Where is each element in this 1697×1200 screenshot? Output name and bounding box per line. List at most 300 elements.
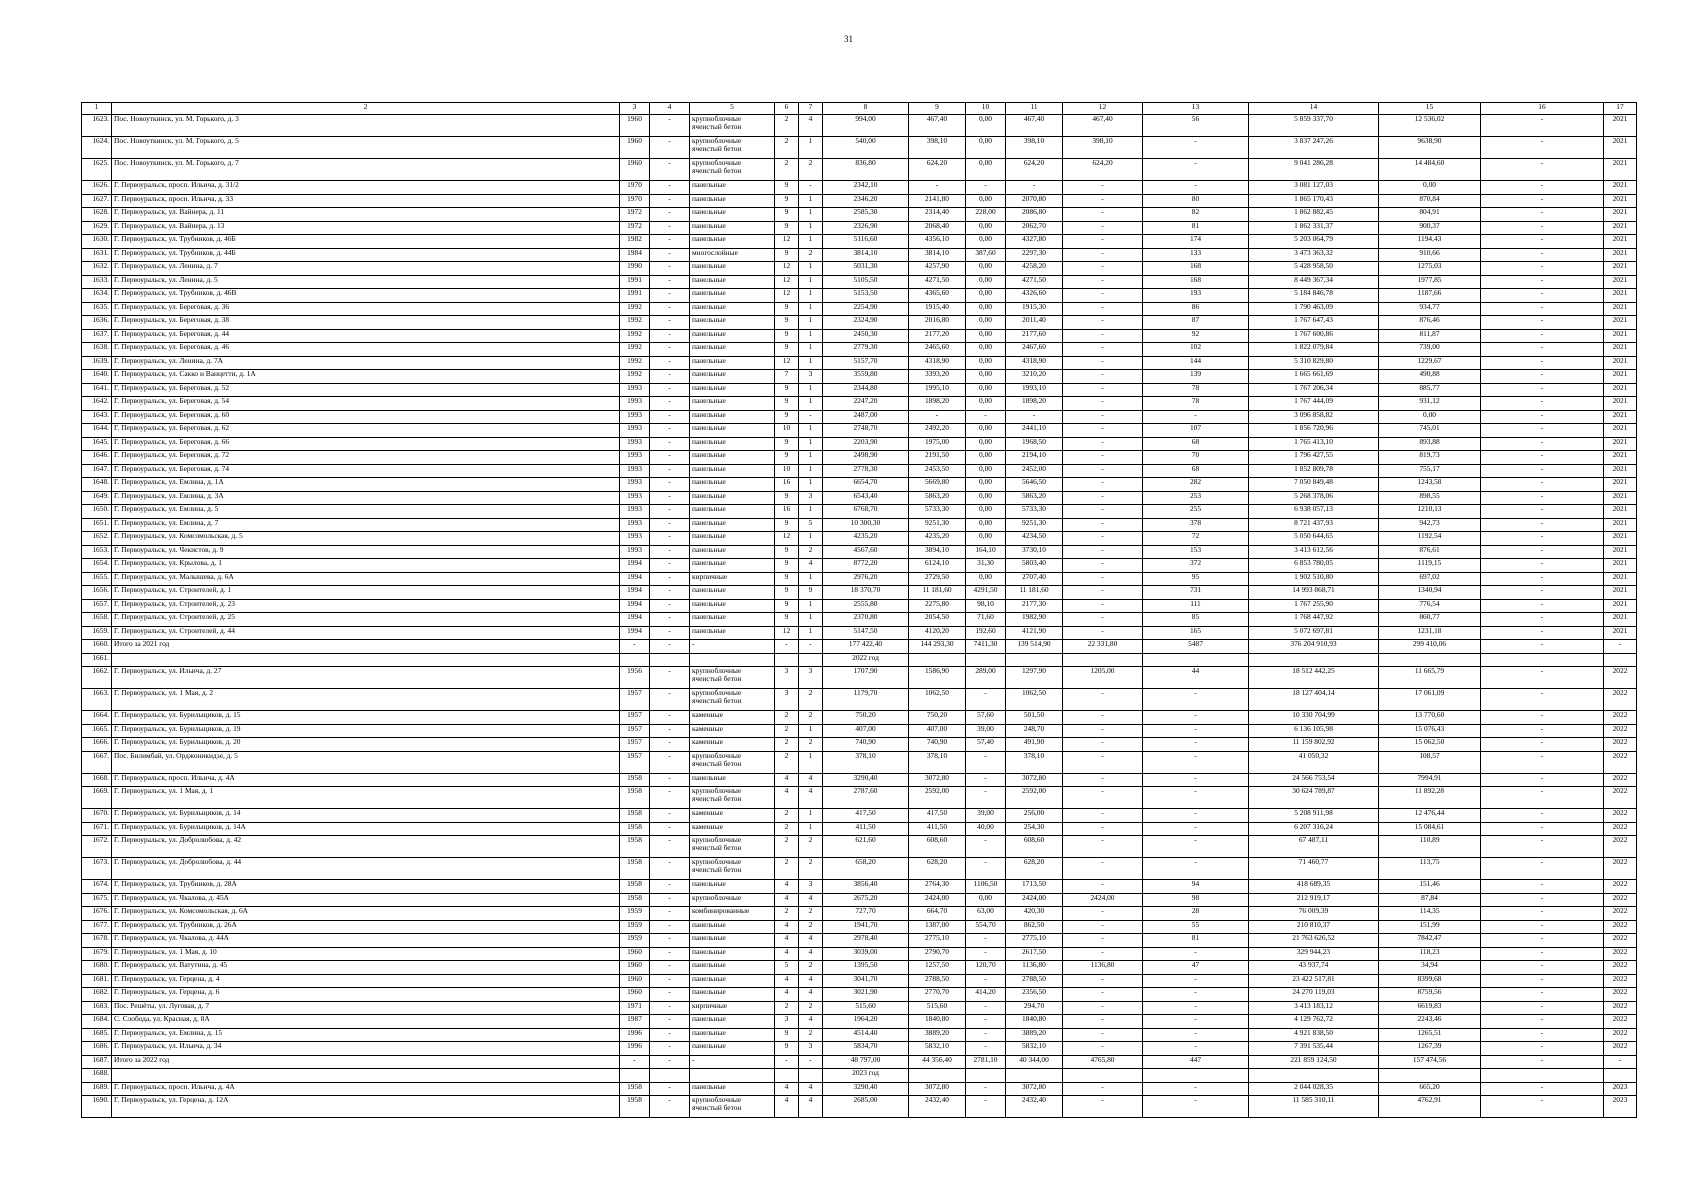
table-cell: 1662. [82, 667, 112, 689]
table-cell: 5153,50 [823, 289, 909, 303]
table-cell: 4 [775, 1082, 799, 1096]
table-row [82, 343, 1637, 357]
table-cell: 2779,30 [823, 343, 909, 357]
table-cell: 1960 [620, 988, 650, 1002]
table-cell: панельные [690, 1042, 775, 1056]
table-row [82, 1096, 1637, 1118]
table-cell: 2022 [1604, 1001, 1637, 1015]
table-cell: 1678. [82, 934, 112, 948]
table-cell: 1 902 510,80 [1249, 572, 1379, 586]
table-cell: Г. Первоуральск, ул. Береговая, д. 62 [112, 424, 620, 438]
table-cell: 6654,70 [823, 478, 909, 492]
table-cell: 1652. [82, 532, 112, 546]
table-cell: 72 [1143, 532, 1249, 546]
table-cell: панельные [690, 181, 775, 195]
table-cell: 1 [799, 626, 823, 640]
table-cell: 3 [775, 689, 799, 711]
table-cell: 2 [775, 115, 799, 137]
table-cell: 1 [799, 356, 823, 370]
table-cell: 2022 [1604, 961, 1637, 975]
table-row [82, 1082, 1637, 1096]
table-cell: 4365,60 [909, 289, 966, 303]
table-cell: - [1481, 464, 1604, 478]
table-cell: 2021 [1604, 208, 1637, 222]
table-row [82, 235, 1637, 249]
table-cell: 9 [799, 586, 823, 600]
table-cell: 1630. [82, 235, 112, 249]
table-cell: - [1481, 1015, 1604, 1029]
table-cell: 1994 [620, 626, 650, 640]
table-cell: 9638,90 [1379, 137, 1481, 159]
table-cell: 2021 [1604, 275, 1637, 289]
table-cell: 0,00 [966, 194, 1006, 208]
table-cell: 0,00 [966, 437, 1006, 451]
table-cell: 1654. [82, 559, 112, 573]
table-cell: 110,89 [1379, 836, 1481, 858]
table-cell: 2555,80 [823, 599, 909, 613]
table-cell: - [1481, 640, 1604, 654]
table-cell: 1707,90 [823, 667, 909, 689]
table-cell: 3 473 363,32 [1249, 248, 1379, 262]
table-cell: 7411,30 [966, 640, 1006, 654]
table-cell [1379, 1069, 1481, 1083]
table-cell: - [1481, 505, 1604, 519]
table-cell: 21 763 626,52 [1249, 934, 1379, 948]
table-cell: Пос. Новоуткинск, ул. М. Горького, д. 3 [112, 115, 620, 137]
table-cell: 1 767 444,09 [1249, 397, 1379, 411]
table-cell: 1648. [82, 478, 112, 492]
table-cell: Г. Первоуральск, ул. Строителей, д. 1 [112, 586, 620, 600]
table-row [82, 988, 1637, 1002]
table-cell: 9 [775, 1042, 799, 1056]
table-cell: 2424,00 [1006, 893, 1063, 907]
table-row [82, 115, 1637, 137]
table-cell: 4 [775, 988, 799, 1002]
table-cell: 870,84 [1379, 194, 1481, 208]
table-cell: 120,70 [966, 961, 1006, 975]
table-cell: 1971 [620, 1001, 650, 1015]
table-row [82, 822, 1637, 836]
table-cell: панельные [690, 208, 775, 222]
table-cell: - [966, 974, 1006, 988]
table-cell: 664,70 [909, 907, 966, 921]
table-cell: панельные [690, 478, 775, 492]
table-cell: - [909, 410, 966, 424]
table-cell: 6 207 316,24 [1249, 822, 1379, 836]
table-cell: - [650, 1096, 690, 1118]
table-cell: 3856,40 [823, 880, 909, 894]
table-cell: 1677. [82, 920, 112, 934]
table-cell: 34,94 [1379, 961, 1481, 975]
table-cell: 776,54 [1379, 599, 1481, 613]
table-cell: 165 [1143, 626, 1249, 640]
table-cell: 1664. [82, 711, 112, 725]
table-cell: Г. Первоуральск, ул. Вайнера, д. 11 [112, 208, 620, 222]
table-cell: 1683. [82, 1001, 112, 1015]
table-row [82, 451, 1637, 465]
table-cell: 1 767 255,90 [1249, 599, 1379, 613]
table-row [82, 518, 1637, 532]
table-cell: панельные [690, 613, 775, 627]
table-cell: 2 [799, 920, 823, 934]
table-cell: 81 [1143, 934, 1249, 948]
table-cell: - [650, 974, 690, 988]
table-cell: - [1143, 858, 1249, 880]
table-cell: Пос. Новоуткинск, ул. М. Горького, д. 5 [112, 137, 620, 159]
column-number-7: 7 [799, 103, 823, 115]
table-cell: 624,20 [1063, 159, 1143, 181]
table-cell: 1641. [82, 383, 112, 397]
table-cell: 4 [799, 115, 823, 137]
column-number-10: 10 [966, 103, 1006, 115]
table-cell: - [1063, 518, 1143, 532]
table-cell: 9 041 286,28 [1249, 159, 1379, 181]
table-cell [1604, 653, 1637, 667]
table-cell: 4 [799, 1015, 823, 1029]
table-cell: - [966, 1096, 1006, 1118]
table-cell: 3889,20 [1006, 1028, 1063, 1042]
table-cell: 2194,10 [1006, 451, 1063, 465]
table-cell: Г. Первоуральск, ул. Строителей, д. 23 [112, 599, 620, 613]
table-cell: 2021 [1604, 159, 1637, 181]
table-cell: 811,87 [1379, 329, 1481, 343]
table-cell: 0,00 [966, 329, 1006, 343]
table-cell: 898,55 [1379, 491, 1481, 505]
table-cell: - [1481, 1028, 1604, 1042]
table-cell: 2021 [1604, 545, 1637, 559]
table-cell: 9251,30 [1006, 518, 1063, 532]
table-cell: - [650, 934, 690, 948]
table-cell: 157 474,56 [1379, 1055, 1481, 1069]
table-cell: - [650, 532, 690, 546]
table-cell: 1681. [82, 974, 112, 988]
table-cell: - [1481, 356, 1604, 370]
table-cell: 0,00 [966, 383, 1006, 397]
table-cell: 16 [775, 505, 799, 519]
table-cell: 139 514,90 [1006, 640, 1063, 654]
table-cell: 1650. [82, 505, 112, 519]
table-cell: - [1481, 711, 1604, 725]
table-cell: 4 [799, 559, 823, 573]
table-cell: 4 [799, 773, 823, 787]
table-row [82, 181, 1637, 195]
table-cell: 2054,50 [909, 613, 966, 627]
table-cell: 6 938 057,13 [1249, 505, 1379, 519]
table-cell [690, 1069, 775, 1083]
table-cell: 28 [1143, 907, 1249, 921]
table-cell: 1 665 661,69 [1249, 370, 1379, 384]
table-cell: 398,10 [909, 137, 966, 159]
table-cell: 2022 [1604, 1042, 1637, 1056]
table-cell: - [775, 640, 799, 654]
housing-register-table [81, 102, 1637, 1118]
table-cell: 4327,80 [1006, 235, 1063, 249]
table-cell: 2021 [1604, 262, 1637, 276]
table-cell: - [966, 181, 1006, 195]
table-row [82, 532, 1637, 546]
table-cell: - [799, 1055, 823, 1069]
table-cell: 41 050,32 [1249, 751, 1379, 773]
table-cell: 1991 [620, 275, 650, 289]
table-cell: 9 [775, 613, 799, 627]
table-cell: 118,23 [1379, 947, 1481, 961]
table-cell: панельные [690, 518, 775, 532]
table-cell: - [1604, 1055, 1637, 1069]
table-cell: 1993 [620, 451, 650, 465]
table-cell: 2432,40 [909, 1096, 966, 1118]
table-cell: 1996 [620, 1028, 650, 1042]
table-cell: 2424,00 [909, 893, 966, 907]
table-cell: - [1143, 1096, 1249, 1118]
table-cell: 2022 [1604, 988, 1637, 1002]
table-row [82, 599, 1637, 613]
table-cell: 9 [775, 329, 799, 343]
table-cell: 1958 [620, 787, 650, 809]
table-cell: - [1481, 1055, 1604, 1069]
table-cell: - [650, 586, 690, 600]
table-cell: - [1481, 858, 1604, 880]
table-row [82, 410, 1637, 424]
table-cell: 12 [775, 235, 799, 249]
table-cell: Г. Первоуральск, ул. Ильича, д. 34 [112, 1042, 620, 1056]
table-cell: 2022 [1604, 724, 1637, 738]
table-cell: 0,00 [966, 451, 1006, 465]
table-cell: - [1063, 194, 1143, 208]
table-cell: - [650, 316, 690, 330]
table-cell: - [650, 208, 690, 222]
table-cell: 467,40 [1006, 115, 1063, 137]
column-number-2: 2 [112, 103, 620, 115]
table-cell: 697,02 [1379, 572, 1481, 586]
table-cell: комбинированные [690, 907, 775, 921]
table-cell: 228,00 [966, 208, 1006, 222]
table-cell: 2344,80 [823, 383, 909, 397]
table-cell: - [650, 262, 690, 276]
table-cell: 0,00 [966, 478, 1006, 492]
table-cell: 114,35 [1379, 907, 1481, 921]
table-cell: 18 370,70 [823, 586, 909, 600]
table-cell: 1192,54 [1379, 532, 1481, 546]
table-cell: 2 [799, 248, 823, 262]
table-cell: 467,40 [909, 115, 966, 137]
table-cell: 3 [775, 667, 799, 689]
column-number-13: 13 [1143, 103, 1249, 115]
table-cell: 1645. [82, 437, 112, 451]
table-cell: 1686. [82, 1042, 112, 1056]
table-cell: 3559,80 [823, 370, 909, 384]
table-cell: 2016,80 [909, 316, 966, 330]
table-cell: 4235,20 [909, 532, 966, 546]
table-cell: 10 [775, 424, 799, 438]
table-cell: 819,73 [1379, 451, 1481, 465]
table-cell: - [1063, 437, 1143, 451]
table-cell: 5 072 697,81 [1249, 626, 1379, 640]
table-cell: 4234,50 [1006, 532, 1063, 546]
table-cell: 2 [775, 738, 799, 752]
table-cell: панельные [690, 974, 775, 988]
table-cell: 1 [799, 343, 823, 357]
table-row [82, 920, 1637, 934]
table-cell: - [1481, 934, 1604, 948]
table-cell: 1640. [82, 370, 112, 384]
table-cell: 4 [775, 974, 799, 988]
table-cell: 731 [1143, 586, 1249, 600]
table-cell: 4 [775, 920, 799, 934]
table-cell: 57,40 [966, 738, 1006, 752]
table-cell: 2021 [1604, 302, 1637, 316]
table-cell: 2022 [1604, 947, 1637, 961]
table-cell: 86 [1143, 302, 1249, 316]
table-cell: 2441,10 [1006, 424, 1063, 438]
table-cell: - [650, 221, 690, 235]
table-cell: - [1481, 961, 1604, 975]
table-cell: 2021 [1604, 343, 1637, 357]
table-cell: - [966, 836, 1006, 858]
table-cell: 8 721 437,93 [1249, 518, 1379, 532]
table-cell: 1668. [82, 773, 112, 787]
table-cell: - [1481, 275, 1604, 289]
table-cell: - [1481, 181, 1604, 195]
table-cell: 418 689,35 [1249, 880, 1379, 894]
table-cell: 2021 [1604, 491, 1637, 505]
table-cell: 2141,80 [909, 194, 966, 208]
table-cell: 1993 [620, 505, 650, 519]
table-cell: 2021 [1604, 424, 1637, 438]
table-cell: - [650, 343, 690, 357]
table-row [82, 248, 1637, 262]
table-cell: - [1063, 809, 1143, 823]
table-cell: - [650, 858, 690, 880]
table-cell: 1970 [620, 194, 650, 208]
table-cell: 0,00 [966, 289, 1006, 303]
table-cell: 5 859 337,70 [1249, 115, 1379, 137]
table-cell: 5669,80 [909, 478, 966, 492]
table-cell: 2021 [1604, 115, 1637, 137]
table-cell: 2 044 028,35 [1249, 1082, 1379, 1096]
table-cell [1604, 1069, 1637, 1083]
table-cell: 2770,70 [909, 988, 966, 1002]
table-cell: - [650, 1042, 690, 1056]
table-cell: - [1063, 275, 1143, 289]
table-cell: - [1143, 974, 1249, 988]
table-cell: - [1063, 505, 1143, 519]
table-cell: - [1143, 947, 1249, 961]
column-number-14: 14 [1249, 103, 1379, 115]
table-cell: 14 484,60 [1379, 159, 1481, 181]
table-cell [112, 653, 620, 667]
table-cell: 9 [775, 316, 799, 330]
table-cell: 70 [1143, 451, 1249, 465]
table-cell: 1 [799, 505, 823, 519]
table-cell: - [1063, 599, 1143, 613]
table-cell: - [650, 988, 690, 1002]
table-cell: - [650, 1028, 690, 1042]
table-cell: - [1063, 1096, 1143, 1118]
table-cell: 1968,50 [1006, 437, 1063, 451]
table-cell: - [1063, 410, 1143, 424]
table-row [82, 1028, 1637, 1042]
table-cell: 2 [799, 738, 823, 752]
table-row [82, 773, 1637, 787]
table-cell: Г. Первоуральск, ул. Трубников, д. 46Б [112, 235, 620, 249]
table-cell: - [966, 1015, 1006, 1029]
table-cell: 1062,50 [909, 689, 966, 711]
table-cell: 1941,70 [823, 920, 909, 934]
table-cell: каменные [690, 738, 775, 752]
table-cell: 2021 [1604, 383, 1637, 397]
table-cell: 0,00 [966, 221, 1006, 235]
table-cell: 111 [1143, 599, 1249, 613]
table-cell: 81 [1143, 221, 1249, 235]
table-cell: Г. Первоуральск, ул. Емлина, д. 15 [112, 1028, 620, 1042]
table-row [82, 907, 1637, 921]
table-cell: кирпичные [690, 1001, 775, 1015]
table-cell: 942,73 [1379, 518, 1481, 532]
table-cell: - [1063, 1042, 1143, 1056]
table-cell: 2976,20 [823, 572, 909, 586]
table-cell: Пос. Билимбай, ул. Орджоникидзе, д. 5 [112, 751, 620, 773]
table-cell: Г. Первоуральск, ул. Сакко и Ванцетти, д. 1А [112, 370, 620, 384]
table-cell: 1626. [82, 181, 112, 195]
table-row [82, 711, 1637, 725]
table-cell: 411,50 [823, 822, 909, 836]
table-cell: Г. Первоуральск, ул. 1 Мая, д. 2 [112, 689, 620, 711]
table-cell: - [1481, 822, 1604, 836]
table-cell: - [966, 858, 1006, 880]
table-cell: - [1063, 181, 1143, 195]
table-cell: 490,88 [1379, 370, 1481, 384]
table-cell: 1623. [82, 115, 112, 137]
table-cell: 4258,20 [1006, 262, 1063, 276]
table-row [82, 1069, 1637, 1083]
table-cell: 1671. [82, 822, 112, 836]
table-cell: 2 [775, 751, 799, 773]
table-cell: - [650, 275, 690, 289]
table-cell: 2021 [1604, 221, 1637, 235]
table-cell: 414,20 [966, 988, 1006, 1002]
table-cell [650, 1069, 690, 1083]
table-cell: 30 624 789,87 [1249, 787, 1379, 809]
table-cell: 12 [775, 275, 799, 289]
column-number-6: 6 [775, 103, 799, 115]
table-cell: 1659. [82, 626, 112, 640]
table-cell: 4 [799, 1082, 823, 1096]
table-cell: Пос. Новоуткинск, ул. М. Горького, д. 7 [112, 159, 620, 181]
table-cell: 2022 [1604, 689, 1637, 711]
table-cell: 407,00 [909, 724, 966, 738]
table-cell: Г. Первоуральск, ул. Бурильщиков, д. 14А [112, 822, 620, 836]
table-cell: 3 [775, 1015, 799, 1029]
table-cell: 4 [799, 787, 823, 809]
table-cell: 1243,58 [1379, 478, 1481, 492]
table-cell: - [650, 893, 690, 907]
table-cell: 910,66 [1379, 248, 1481, 262]
table-cell: 3730,10 [1006, 545, 1063, 559]
table-cell: 0,00 [966, 505, 1006, 519]
table-cell: 1205,00 [1063, 667, 1143, 689]
table-cell: панельные [690, 1028, 775, 1042]
table-cell: 3 081 127,03 [1249, 181, 1379, 195]
table-cell: 2790,70 [909, 947, 966, 961]
table-row [82, 302, 1637, 316]
table-cell: 0,00 [966, 343, 1006, 357]
table-cell: 1680. [82, 961, 112, 975]
table-cell: 0,00 [966, 137, 1006, 159]
table-cell: 8 449 367,34 [1249, 275, 1379, 289]
table-cell: - [1481, 773, 1604, 787]
table-cell: - [650, 920, 690, 934]
table-cell: 9 [775, 248, 799, 262]
